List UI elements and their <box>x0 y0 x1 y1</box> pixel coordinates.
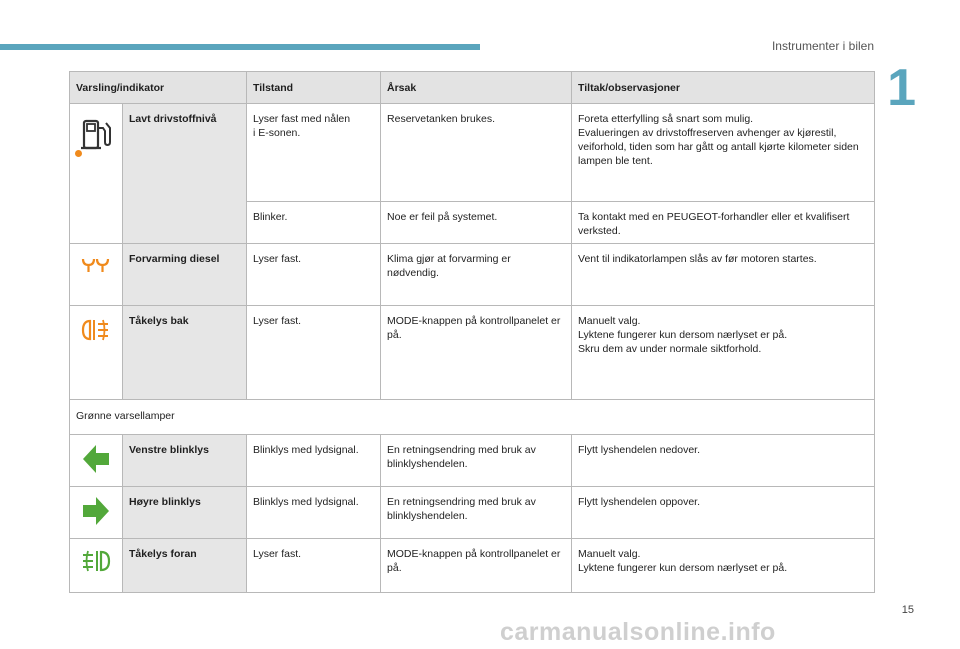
indicator-name: Venstre blinklys <box>123 435 247 487</box>
icon-cell <box>70 539 123 593</box>
indicator-name: Tåkelys foran <box>123 539 247 593</box>
table-row <box>70 244 875 306</box>
action-cell: Foreta etterfylling så snart som mulig. Evalueringen av drivstoffreserven avhenger av kjørestil, veiforhold, tiden som har gått og antall kjørte kilometer siden lampen ble tent. <box>572 104 875 202</box>
indicator-table <box>69 71 875 593</box>
cause-cell: En retningsendring med bruk av blinklyshendelen. <box>381 435 572 487</box>
table-row <box>70 487 875 539</box>
page-number: 15 <box>901 604 914 616</box>
cause-cell: Reservetanken brukes. <box>381 104 572 202</box>
state-cell: Lyser fast med nålen i E-sonen. <box>247 104 381 202</box>
table-row <box>70 539 875 593</box>
fuel-pump-icon <box>78 116 114 156</box>
section-row <box>70 400 875 435</box>
table-row <box>70 306 875 400</box>
indicator-name: Forvarming diesel <box>123 244 247 306</box>
table-row <box>70 435 875 487</box>
state-cell: Blinklys med lydsignal. <box>247 435 381 487</box>
indicator-name: Lavt drivstoffnivå <box>123 104 247 244</box>
indicator-name: Tåkelys bak <box>123 306 247 400</box>
column-header: Tilstand <box>247 72 381 104</box>
header-accent-bar <box>0 44 480 50</box>
action-cell: Ta kontakt med en PEUGEOT-forhandler eller et kvalifisert verksted. <box>572 202 875 244</box>
section-label: Grønne varsellamper <box>70 400 875 435</box>
section-title: Instrumenter i bilen <box>771 39 874 53</box>
state-cell: Blinklys med lydsignal. <box>247 487 381 539</box>
column-header: Tiltak/observasjoner <box>572 72 875 104</box>
orange-indicator-dot <box>75 150 82 157</box>
table-row <box>70 104 875 202</box>
table-header-row <box>70 72 875 104</box>
cause-cell: En retningsendring med bruk av blinklyshendelen. <box>381 487 572 539</box>
action-cell: Manuelt valg. Lyktene fungerer kun dersom nærlyset er på. <box>572 539 875 593</box>
glow-plug-icon <box>81 256 111 278</box>
action-cell: Flytt lyshendelen nedover. <box>572 435 875 487</box>
action-cell: Manuelt valg. Lyktene fungerer kun dersom nærlyset er på. Skru dem av under normale siktforhold. <box>572 306 875 400</box>
left-arrow-icon <box>82 443 110 479</box>
state-cell: Lyser fast. <box>247 244 381 306</box>
icon-cell <box>70 104 123 244</box>
column-header: Årsak <box>381 72 572 104</box>
cause-cell: Noe er feil på systemet. <box>381 202 572 244</box>
action-cell: Vent til indikatorlampen slås av før motoren startes. <box>572 244 875 306</box>
cause-cell: MODE-knappen på kontrollpanelet er på. <box>381 539 572 593</box>
chapter-number: 1 <box>887 59 916 117</box>
state-cell: Lyser fast. <box>247 539 381 593</box>
right-arrow-icon <box>82 495 110 531</box>
icon-cell <box>70 244 123 306</box>
watermark-text: carmanualsonline.info <box>500 618 776 646</box>
cause-cell: MODE-knappen på kontrollpanelet er på. <box>381 306 572 400</box>
rear-fog-light-icon <box>81 318 111 346</box>
indicator-name: Høyre blinklys <box>123 487 247 539</box>
icon-cell <box>70 306 123 400</box>
cause-cell: Klima gjør at forvarming er nødvendig. <box>381 244 572 306</box>
column-header: Varsling/indikator <box>70 72 247 104</box>
icon-cell <box>70 487 123 539</box>
front-fog-light-icon <box>81 549 111 577</box>
icon-cell <box>70 435 123 487</box>
state-cell: Blinker. <box>247 202 381 244</box>
state-cell: Lyser fast. <box>247 306 381 400</box>
action-cell: Flytt lyshendelen oppover. <box>572 487 875 539</box>
